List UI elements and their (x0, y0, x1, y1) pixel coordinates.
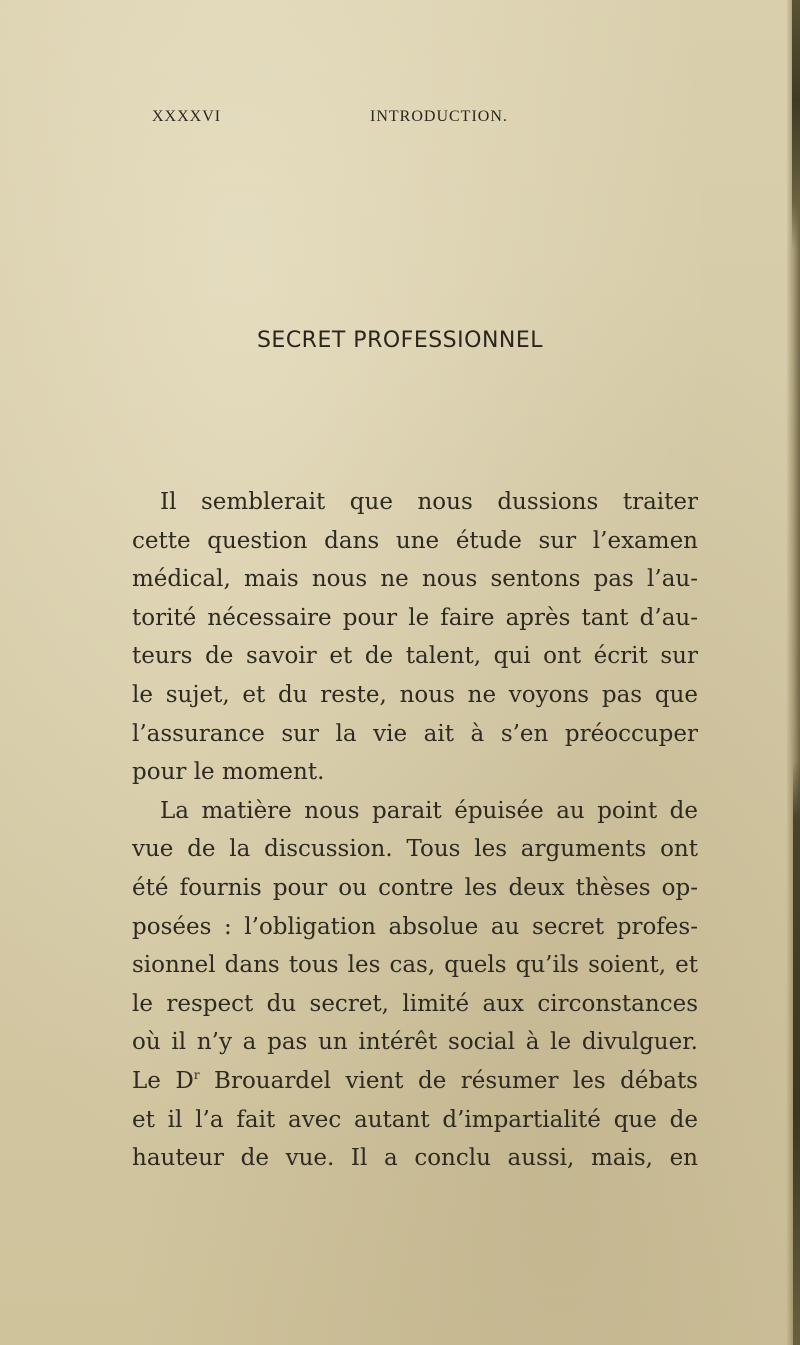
page-edge-mark-bottom (793, 760, 800, 1345)
text-line: Il semblerait que nous dussions traiter (160, 489, 698, 515)
text-line: où il n’y a pas un intérêt social à le divulguer. (132, 1029, 698, 1056)
chapter-title: SECRET PROFESSIONNEL (256, 328, 544, 353)
text-line: cette question dans une étude sur l’examen (132, 527, 698, 554)
text-line: pour le moment. (132, 759, 325, 786)
text-line: hauteur de vue. Il a conclu aussi, mais, en (132, 1145, 698, 1172)
superscript: r (193, 1067, 200, 1082)
text-line: torité nécessaire pour le faire après tant d’au- (132, 604, 698, 631)
page-number: XXXXVI (152, 108, 222, 125)
text-line (132, 1062, 698, 1101)
page-edge-mark-top (792, 0, 800, 250)
text-line: l’assurance sur la vie ait à s’en préoccuper (132, 720, 698, 747)
text-fragment: Brouardel vient de résumer les débats (199, 1067, 698, 1094)
text-line: teurs de savoir et de talent, qui ont écrit sur (132, 643, 698, 670)
text-line: le respect du secret, limité aux circonstances (132, 990, 698, 1017)
text-line: sionnel dans tous les cas, quels qu’ils soient, et (132, 952, 698, 979)
text-line: posées : l’obligation absolue au secret profes- (132, 913, 698, 940)
text-line: La matière nous parait épuisée au point de (160, 797, 698, 824)
text-line: et il l’a fait avec autant d’impartialité que de (132, 1106, 698, 1133)
text-line: été fournis pour ou contre les deux thèses op- (132, 874, 698, 901)
text-line: médical, mais nous ne nous sentons pas l’au- (132, 566, 698, 593)
text-fragment: Le D (132, 1067, 194, 1094)
text-line: le sujet, et du reste, nous ne voyons pas que (132, 681, 698, 708)
body-text (132, 483, 698, 1178)
text-line: vue de la discussion. Tous les arguments ont (132, 836, 698, 863)
running-head-title: INTRODUCTION. (370, 108, 508, 125)
